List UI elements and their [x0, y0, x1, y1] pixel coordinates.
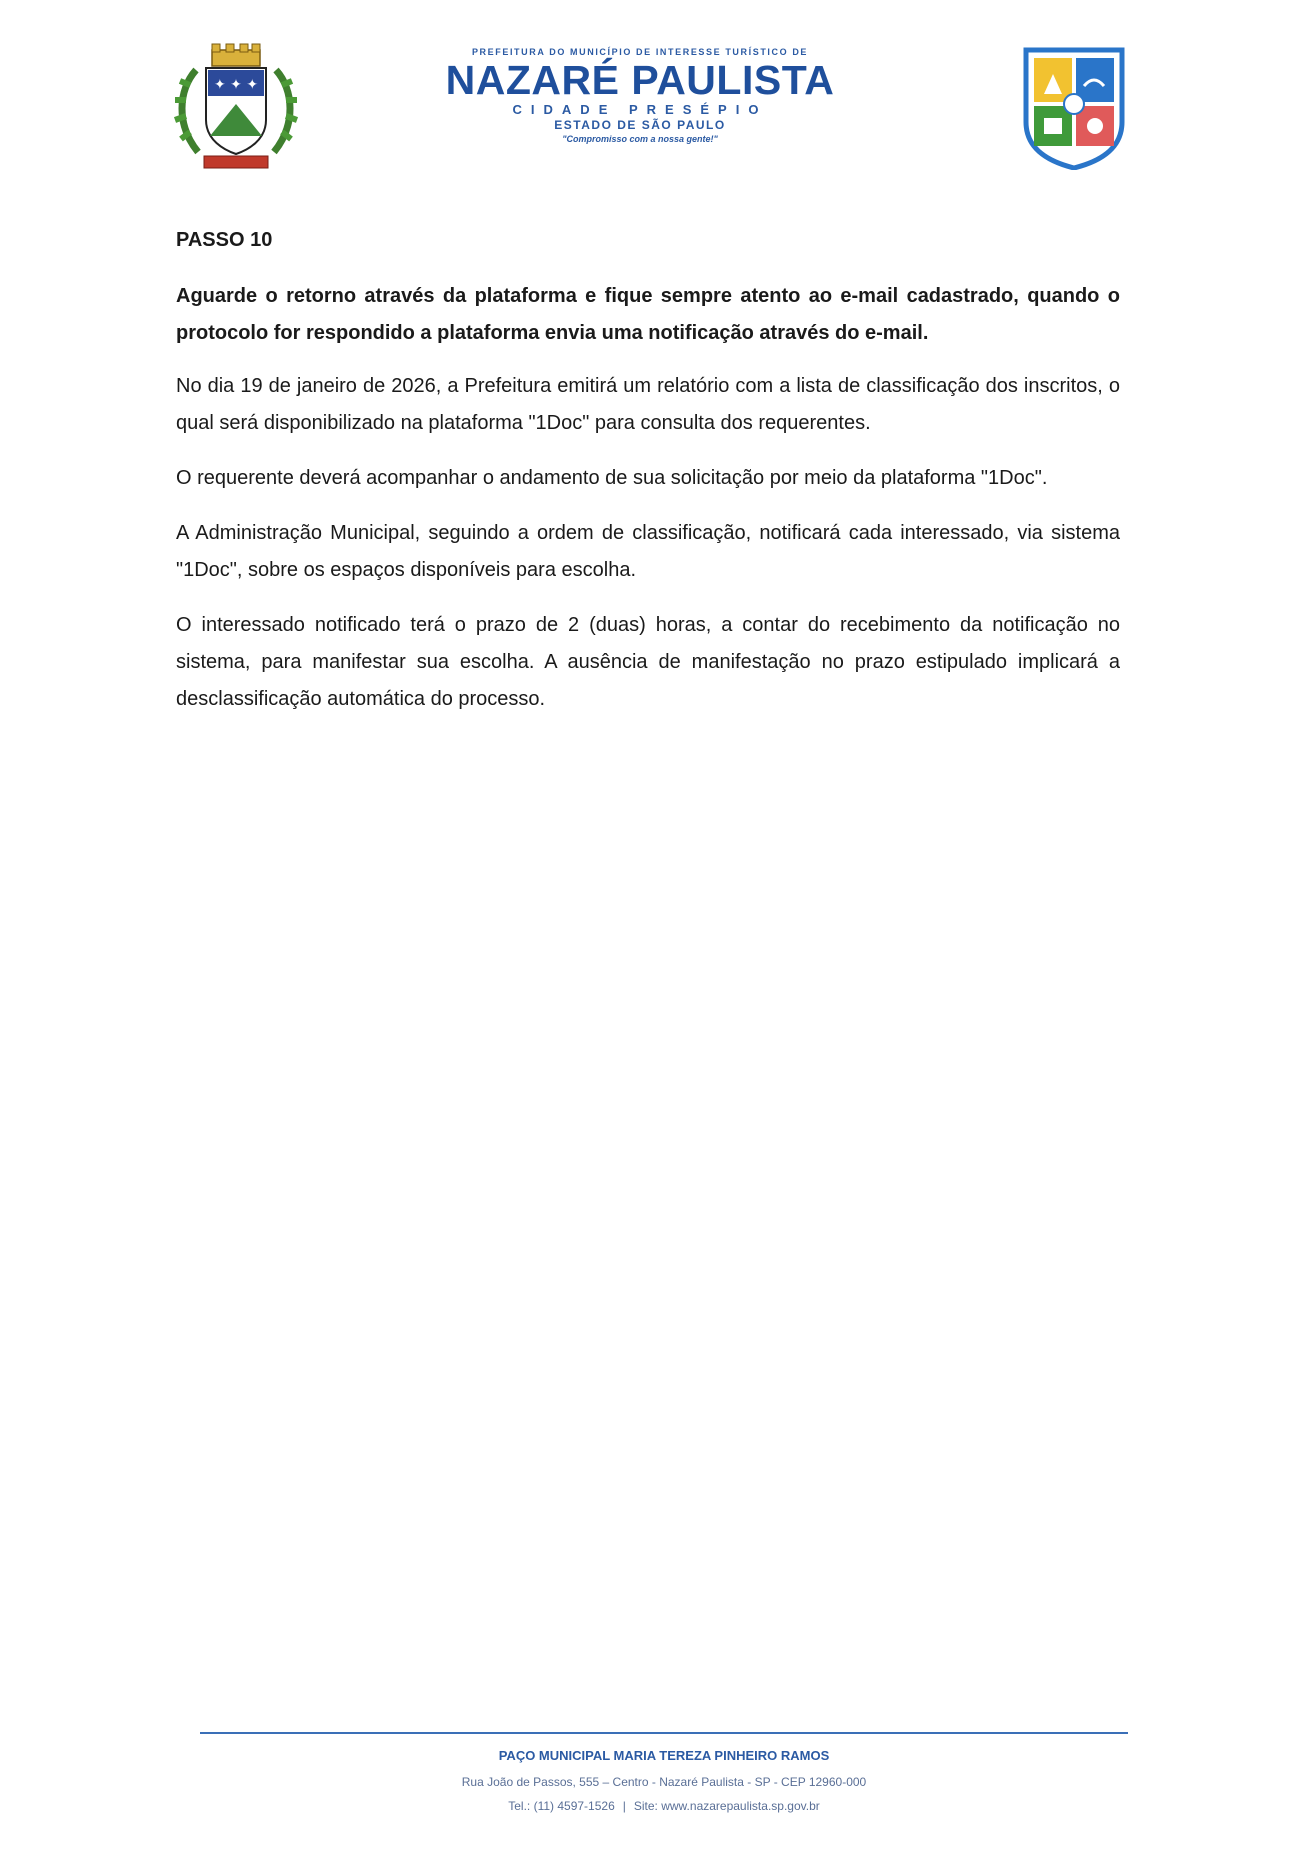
masthead [430, 46, 850, 145]
estado-line: ESTADO DE SÃO PAULO [554, 118, 726, 132]
prefeitura-line: PREFEITURA DO MUNICÍPIO DE INTERESSE TURÍSTICO DE [471, 47, 809, 57]
paragraph-deadline: O interessado notificado terá o prazo de 2 (duas) horas, a contar do recebimento da notificação no sistema, para manifestar sua escolha. A ausência de manifestação no prazo estipulado implicará a desclassificação automática do processo. [176, 614, 1120, 710]
footer-separator: | [622, 1799, 626, 1813]
footer-phone: Tel.: (11) 4597-1526 [508, 1799, 615, 1813]
footer-contact [200, 1798, 1128, 1814]
lead-paragraph: Aguarde o retorno através da plataforma e fique sempre atento ao e-mail cadastrado, quando o protocolo for respondido a plataforma envia uma notificação através do e-mail. [176, 285, 1120, 344]
footer-address: Rua João de Passos, 555 – Centro - Nazaré Paulista - SP - CEP 12960-000 [461, 1775, 867, 1789]
paragraph-classification-report: No dia 19 de janeiro de 2026, a Prefeitura emitirá um relatório com a lista de classificação dos inscritos, o qual será disponibilizado na plataforma "1Doc" para consulta dos requerentes. [176, 375, 1120, 434]
city-name: NAZARÉ PAULISTA [445, 57, 835, 103]
footer-venue: PAÇO MUNICIPAL MARIA TEREZA PINHEIRO RAMOS [498, 1748, 830, 1763]
page-header [0, 0, 1302, 200]
city-badge-icon [1022, 46, 1126, 170]
footer-divider [200, 1732, 1128, 1734]
svg-text:✦ ✦ ✦: ✦ ✦ ✦ [213, 77, 259, 93]
paragraph-follow-request: O requerente deverá acompanhar o andamento de sua solicitação por meio da plataforma "1Doc". [176, 467, 1048, 489]
step-title: PASSO 10 [176, 229, 273, 251]
cidade-presepio-line: CIDADE PRESÉPIO [512, 102, 768, 117]
document-body [176, 226, 1120, 736]
coat-of-arms-icon [168, 40, 304, 172]
slogan: "Compromisso com a nossa gente!" [562, 134, 718, 144]
page-footer [200, 1748, 1128, 1822]
footer-site-link[interactable]: Site: www.nazarepaulista.sp.gov.br [633, 1799, 820, 1813]
paragraph-notification: A Administração Municipal, seguindo a ordem de classificação, notificará cada interessado, via sistema "1Doc", sobre os espaços disponíveis para escolha. [176, 522, 1120, 581]
